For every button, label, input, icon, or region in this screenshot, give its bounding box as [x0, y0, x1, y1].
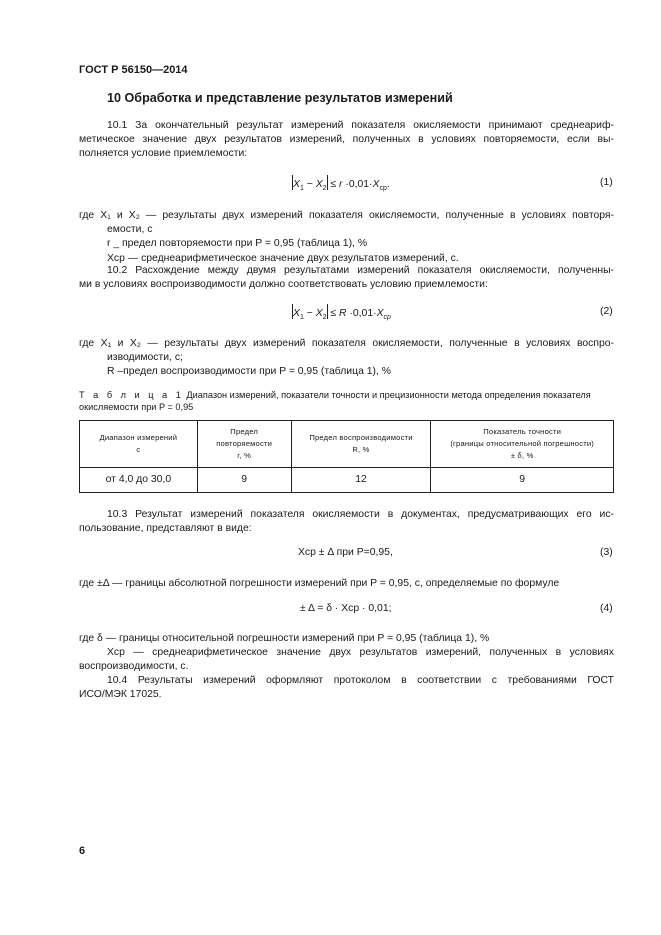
paragraph-10-1 [79, 119, 614, 162]
legend-formula-3: где ±Δ — границы абсолютной погрешности измерений при P = 0,95, с, определяемые по формуле [79, 578, 560, 589]
paragraph-line: ИСО/МЭК 17025. [79, 689, 162, 701]
legend-line: R –предел воспроизводимости при P = 0,95 (таблица 1), % [107, 366, 391, 378]
legend-line: r _ предел повторяемости при P = 0,95 (таблица 1), % [107, 238, 368, 250]
paragraph-10-3 [79, 508, 614, 536]
paragraph-line: ми в условиях воспроизводимости должно соответствовать условию приемлемости: [79, 279, 488, 291]
table-caption-label: Т а б л и ц а 1 [79, 390, 184, 400]
table-caption-text-2: окисляемости при P = 0,95 [79, 402, 194, 412]
equation-number-2: (2) [600, 306, 613, 317]
table-1 [79, 420, 614, 493]
legend-line: где δ — границы относительной погрешности измерений при P = 0,95 (таблица 1), % [79, 633, 490, 644]
legend-formula-4 [79, 632, 614, 675]
table-cell: 9 [431, 468, 614, 493]
table-cell: 12 [291, 468, 431, 493]
table-header-cell: Диапазон измерений с [80, 421, 198, 468]
table-cell: 9 [197, 468, 291, 493]
legend-line: воспроизводимости, с. [79, 661, 189, 673]
paragraph-line: 10.2 Расхождение между двумя результатами измерений показателя окисляемости, полученны- [107, 265, 614, 276]
equation-number-3: (3) [600, 547, 613, 558]
page-number: 6 [79, 845, 86, 857]
formula-4: ± Δ = δ · Xср · 0,01; [300, 603, 392, 614]
paragraph-line: 10.1 За окончательный результат измерений показателя окисляемости принимают среднеариф- [107, 120, 614, 131]
paragraph-10-4 [79, 674, 614, 702]
table-caption-text: Диапазон измерений, показатели точности и прецизионности метода определения показателя [186, 390, 591, 400]
section-title: 10 Обработка и представление результатов измерений [107, 91, 453, 105]
legend-formula-2 [79, 337, 614, 380]
paragraph-line: полняется условие приемлемости: [79, 148, 248, 160]
legend-line: емости, с [107, 224, 153, 236]
paragraph-line: 10.4 Результаты измерений оформляют протоколом в соответствии с требованиями ГОСТ [107, 675, 614, 686]
legend-line: Xср — среднеарифметическое значение двух результатов измерений, полученных в условиях [107, 647, 614, 659]
legend-line: Xср — среднеарифметическое значение двух результатов измерений, с. [107, 252, 459, 264]
table-caption [79, 389, 614, 413]
paragraph-line: пользование, представляют в виде: [79, 523, 252, 535]
paragraph-line: 10.3 Результат измерений показателя окисляемости в документах, предусматривающих его ис- [107, 509, 614, 520]
table-cell: от 4,0 до 30,0 [80, 468, 198, 493]
table-row [80, 468, 614, 493]
formula-1: $X_1 - X_2 \le r \cdot 0,01\cdot X_{ср}$. [292, 175, 390, 192]
equation-number-1: (1) [600, 177, 613, 188]
legend-line: где X₁ и X₂ — результаты двух измерений показателя окисляемости, полученные в условиях воспро- [79, 338, 614, 349]
paragraph-10-2 [79, 264, 614, 292]
table-header-cell: Предел повторяемости r, % [197, 421, 291, 468]
paragraph-line: метическое значение двух результатов измерений, полученных в условиях повторяемости, если вы- [79, 134, 614, 146]
legend-line: где X₁ и X₂ — результаты двух измерений показателя окисляемости, полученные в условиях повторя- [79, 210, 614, 221]
formula-3: Xср ± Δ при P=0,95, [298, 547, 393, 558]
formula-2: $X_1 - X_2 \le R \cdot 0,01\cdot X_{ср}$ [292, 304, 391, 321]
table-header-cell: Показатель точности (границы относительной погрешности) ± δ, % [431, 421, 614, 468]
table-header-row [80, 421, 614, 468]
legend-formula-1 [79, 209, 614, 266]
legend-line: изводимости, с; [107, 352, 183, 364]
table-header-cell: Предел воспроизводимости R, % [291, 421, 431, 468]
document-header: ГОСТ Р 56150—2014 [79, 64, 188, 76]
equation-number-4: (4) [600, 603, 613, 614]
